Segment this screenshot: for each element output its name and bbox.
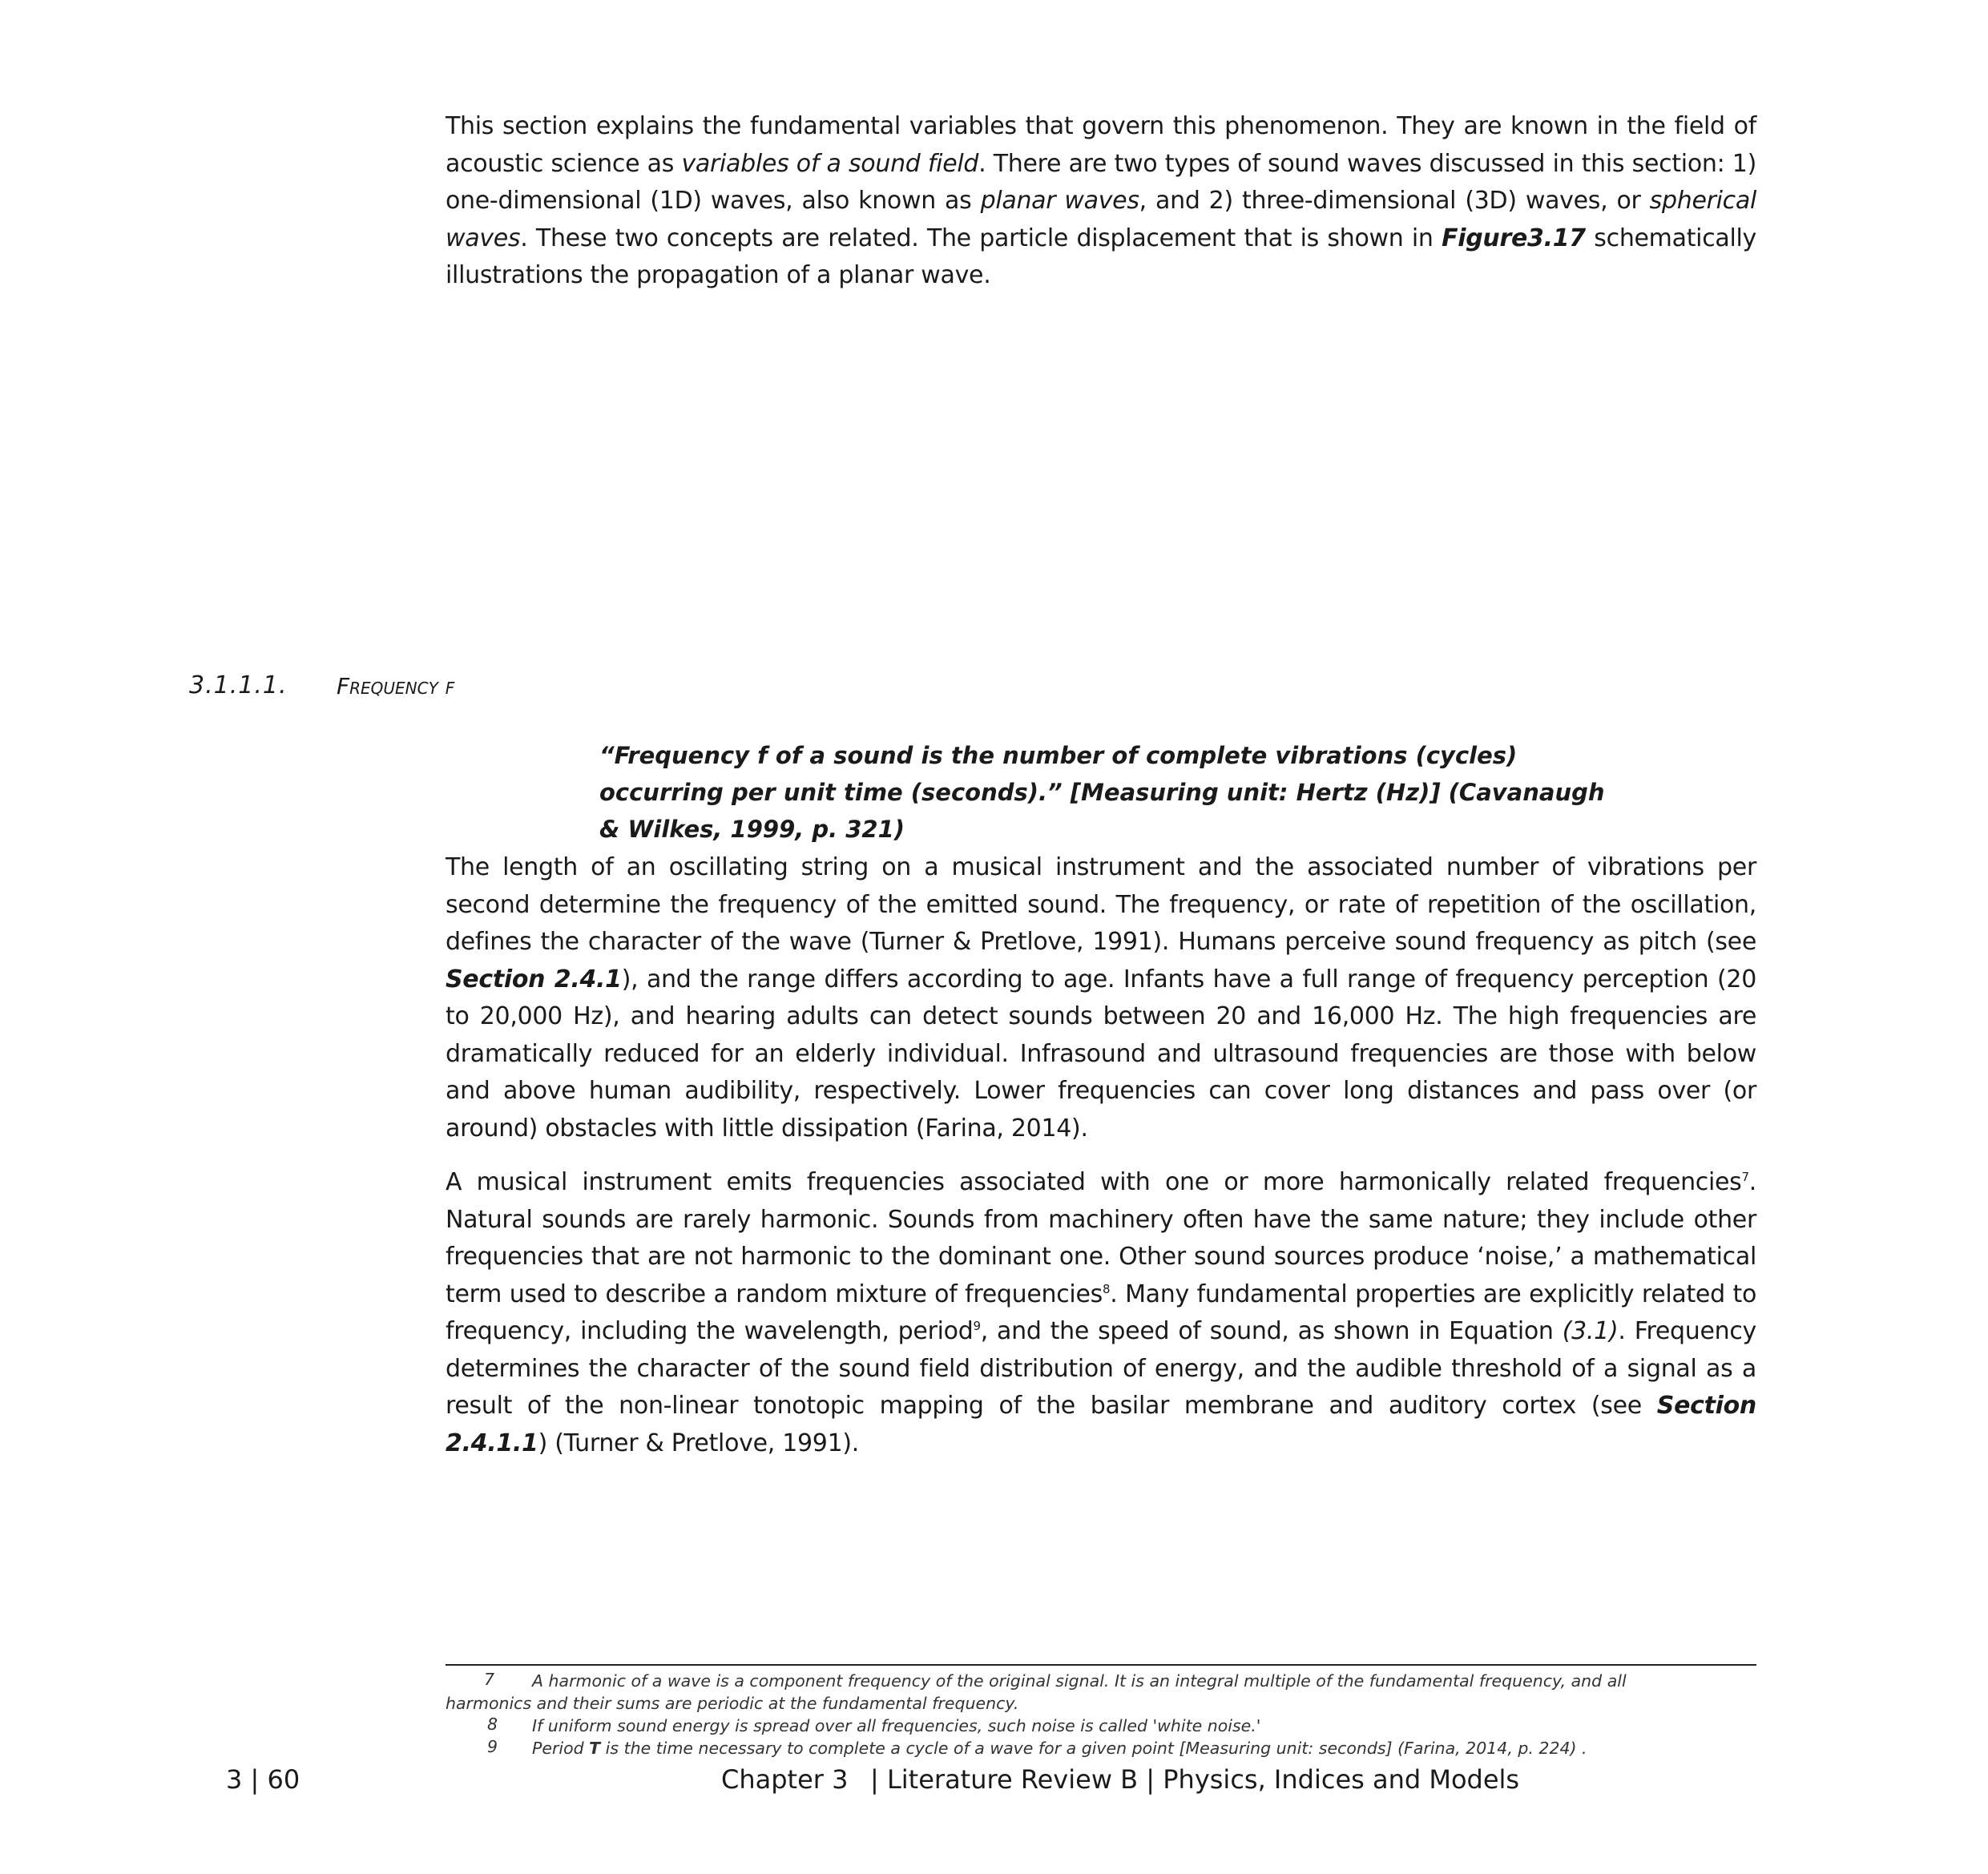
footnote-text: A harmonic of a wave is a component frequency of the original signal. It is an integral multiple of the fundamental frequency, and all — [532, 1671, 1627, 1691]
paragraph-harmonics — [446, 1164, 1756, 1462]
period-symbol: T — [589, 1739, 601, 1758]
paragraph-frequency-perception — [446, 849, 1756, 1147]
para2-text-1: A musical instrument emits frequencies associated with one or more harmonically related frequencies — [446, 1168, 1742, 1196]
section-title: Frequency f — [337, 673, 455, 699]
para2-text-4: , and the speed of sound, as shown in Equation — [980, 1317, 1563, 1345]
para2-text-6: ) (Turner & Pretlove, 1991). — [538, 1429, 860, 1457]
para1-text-2: ), and the range differs according to age. Infants have a full range of frequency perception (20 to 20,000 Hz), and hearing adults can detect sounds between 20 and 16,000 Hz. The high frequencies are dramatically reduced for an elderly individual. Infrasound and ultrasound frequencies are those with below and above human audibility, respectively. Lower frequencies can cover long distances and pass over (or around) obstacles with little dissipation (Farina, 2014). — [446, 965, 1756, 1143]
para2-text-3: . Many fundamental properties are explicitly related to frequency, including the wavelength, period — [446, 1280, 1756, 1345]
footnote-text — [532, 1737, 1587, 1759]
figure-reference: Figure3.17 — [1442, 224, 1586, 252]
intro-text-2: . There are two types of sound waves discussed in this section: 1) one-dimensional (1D) waves, also known as — [446, 149, 1756, 215]
intro-text-4: . These two concepts are related. The particle displacement that is shown in — [520, 224, 1442, 252]
footnote-number: 7 — [484, 1670, 495, 1689]
footnote-divider — [446, 1664, 1756, 1666]
footnote-marker-9: 9 — [973, 1319, 981, 1333]
footnote-number: 9 — [487, 1737, 498, 1756]
para1-text-1: The length of an oscillating string on a musical instrument and the associated number of vibrations per second determine the frequency of the emitted sound. The frequency, or rate of repetition of the oscillation, defines the character of the wave (Turner & Pretlove, 1991). Humans perceive sound frequency as pitch (see — [446, 853, 1756, 956]
equation-reference: (3.1) — [1562, 1317, 1619, 1345]
para2-text-5: . Frequency determines the character of the sound field distribution of energy, and the audible threshold of a signal as a result of the non-linear tonotopic mapping of the basilar membrane and auditory cortex (see — [446, 1317, 1756, 1420]
footnote-marker-7: 7 — [1741, 1170, 1749, 1184]
section-number: 3.1.1.1. — [189, 671, 288, 699]
footnote-marker-8: 8 — [1102, 1281, 1111, 1296]
section-reference-2-4-1-1: Section 2.4.1.1 — [446, 1392, 1756, 1457]
footnote-text: If uniform sound energy is spread over all frequencies, such noise is called 'white noise.' — [532, 1716, 1261, 1735]
running-title: | Literature Review B | Physics, Indices and Models — [870, 1764, 1520, 1795]
footnote-text: harmonics and their sums are periodic at the fundamental frequency. — [446, 1694, 1019, 1713]
intro-text-3: , and 2) three-dimensional (3D) waves, or — [1139, 187, 1650, 215]
intro-paragraph — [446, 108, 1756, 295]
intro-emphasis-2: planar waves — [980, 187, 1139, 215]
chapter-label: Chapter 3 — [721, 1764, 849, 1795]
footnote-text-part: Period — [532, 1739, 590, 1758]
intro-text-5: schematically illustrations the propagation of a planar wave. — [446, 224, 1756, 289]
footnote-text-part: is the time necessary to complete a cycle of a wave for a given point [Measuring unit: seconds] (Farina, 2014, p. 224) . — [600, 1739, 1587, 1758]
page-number: 3 | 60 — [226, 1764, 300, 1795]
para2-text-2: . Natural sounds are rarely harmonic. Sounds from machinery often have the same nature; they include other frequencies that are not harmonic to the dominant one. Other sound sources produce ‘noise,’ a mathematical term used to describe a random mixture of frequencies — [446, 1168, 1756, 1308]
section-reference-2-4-1: Section 2.4.1 — [446, 965, 622, 993]
intro-emphasis-1: variables of a sound field — [681, 149, 979, 178]
definition-quote: “Frequency f of a sound is the number of complete vibrations (cycles) occurring per unit time (seconds).” [Measuring unit: Hertz (Hz)] (Cavanaugh & Wilkes, 1999, p. 321) — [599, 742, 1605, 843]
footnote-number: 8 — [487, 1715, 498, 1734]
intro-text-1: This section explains the fundamental variables that govern this phenomenon. They are known in the field of acoustic science as — [446, 112, 1756, 178]
intro-emphasis-3: spherical waves — [446, 187, 1756, 252]
